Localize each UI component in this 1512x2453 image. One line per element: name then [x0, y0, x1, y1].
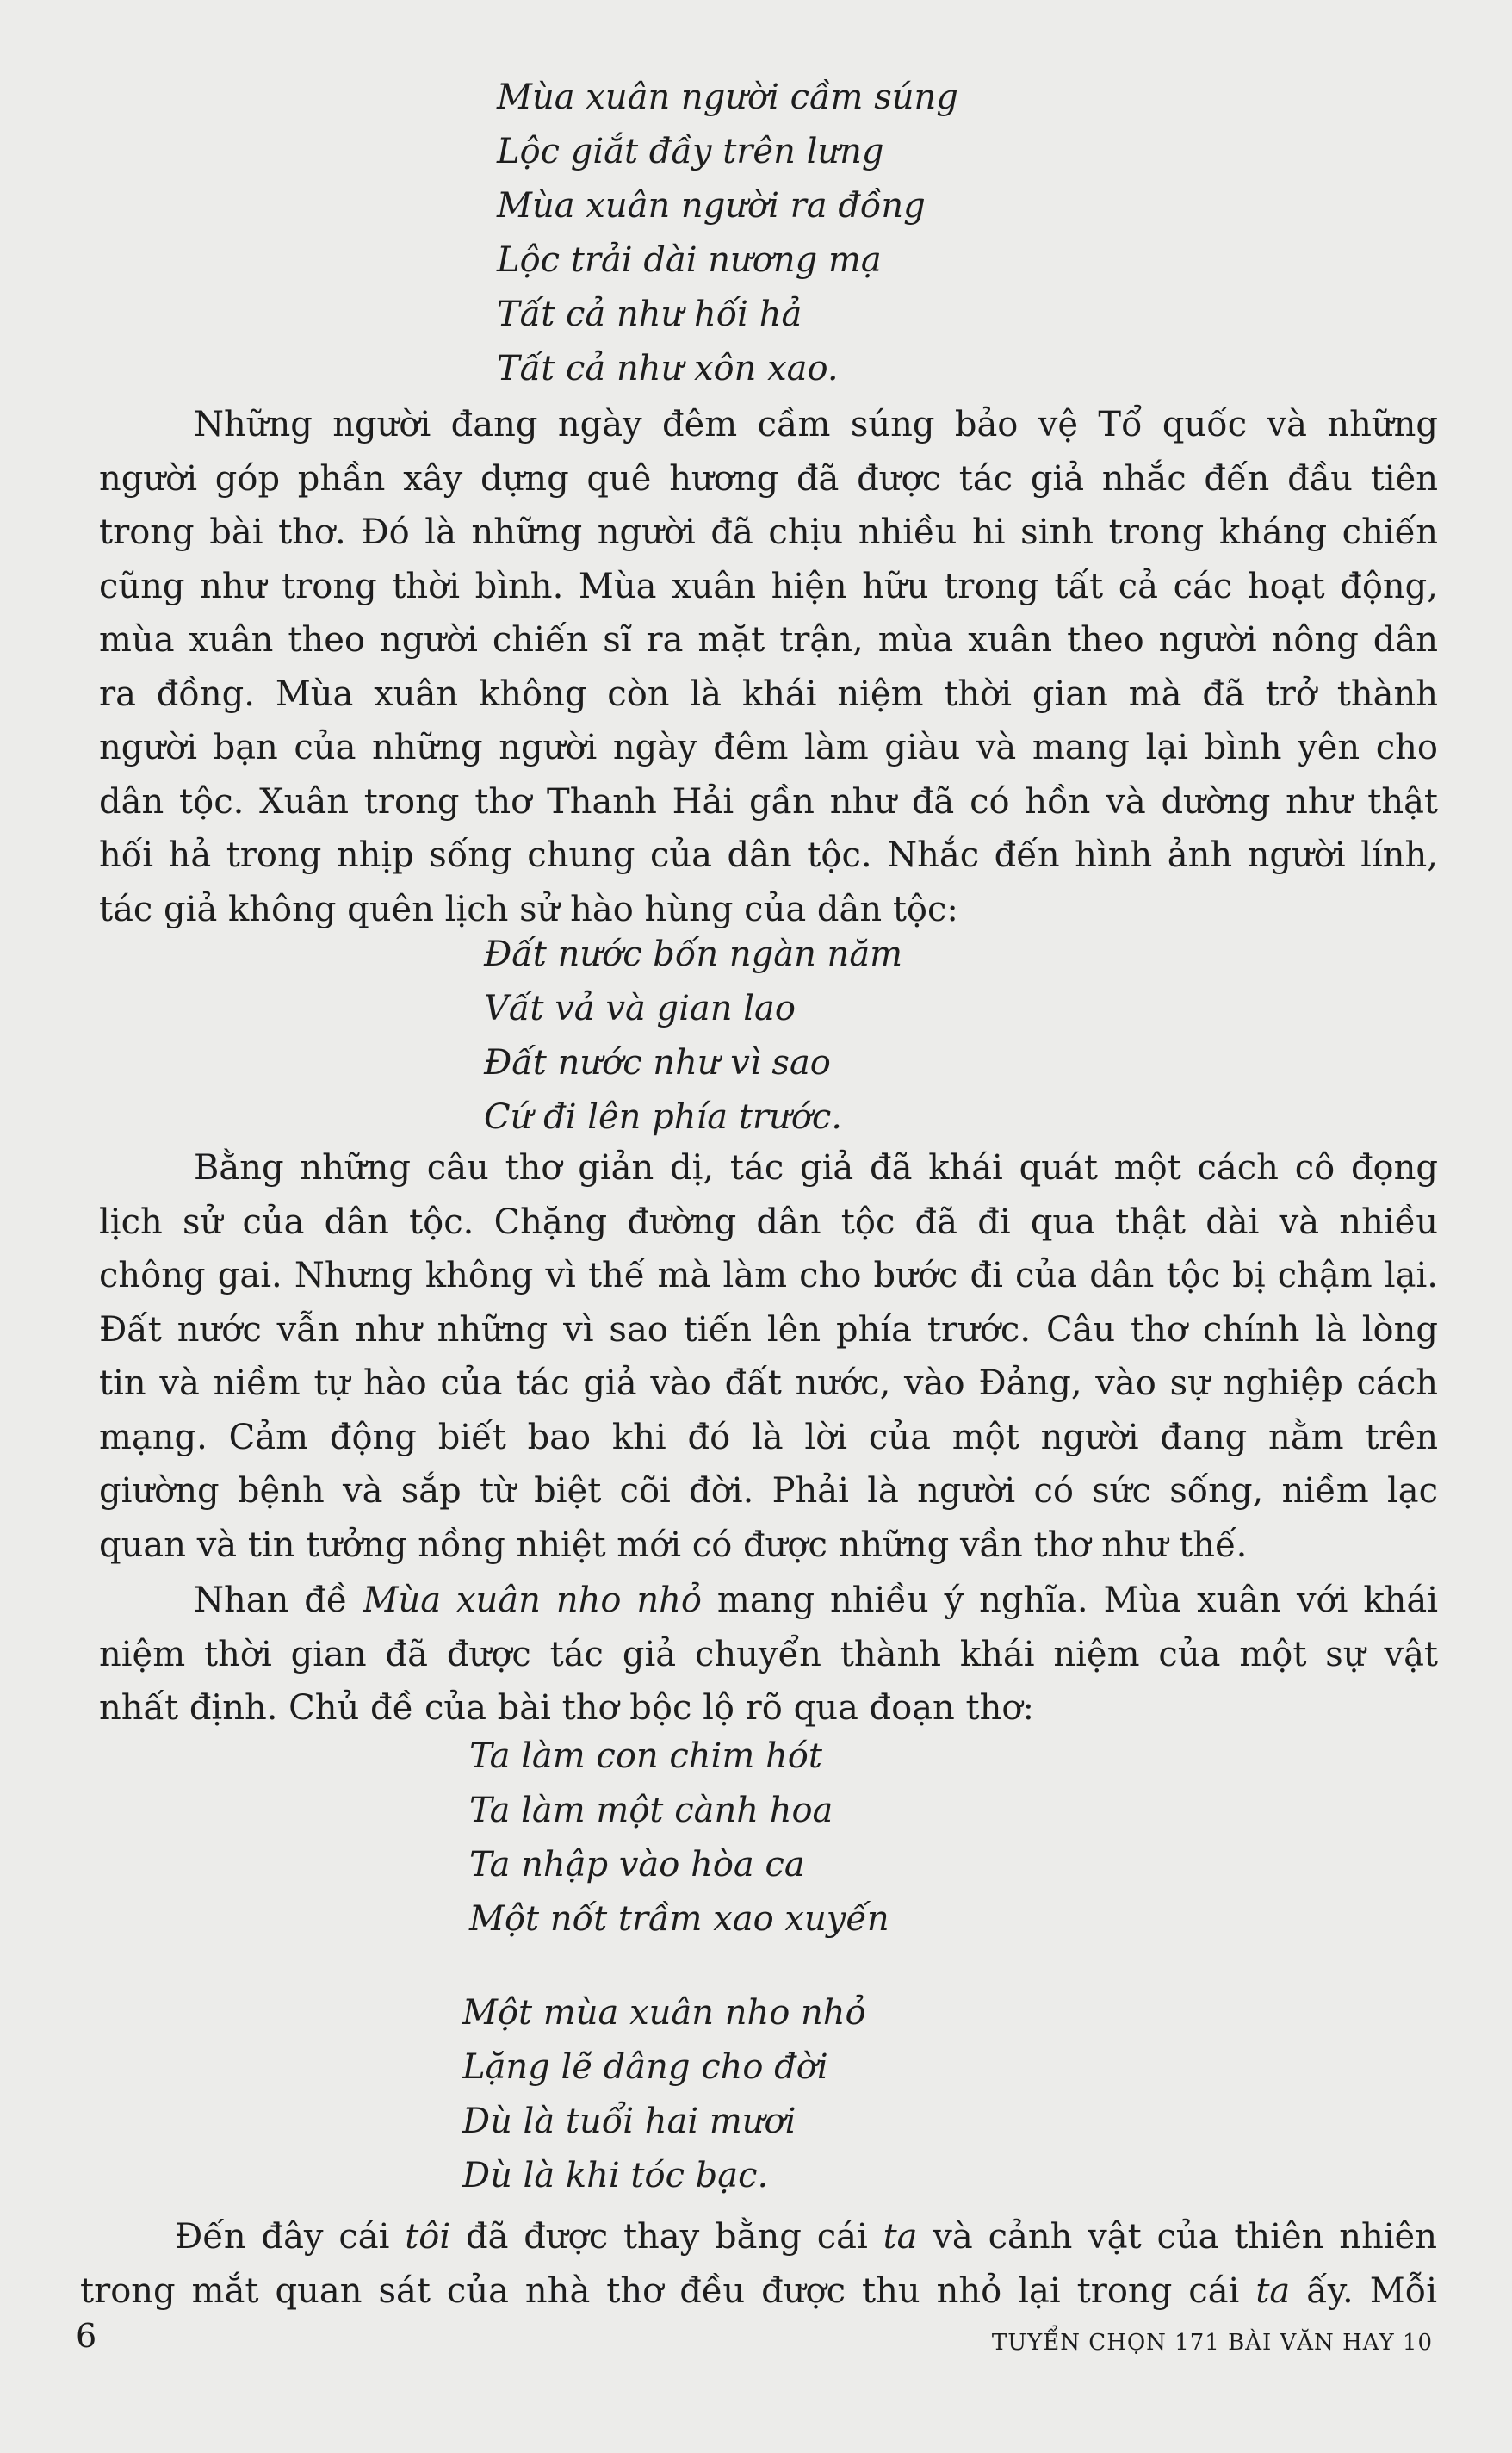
text-line [99, 1574, 1438, 1628]
text-line: mùa xuân theo người chiến sĩ ra mặt trận, mùa xuân theo người nông dân [99, 620, 1438, 660]
text-line: cũng như trong thời bình. Mùa xuân hiện hữu trong tất cả các hoạt động, [99, 566, 1438, 606]
poem-line: Dù là khi tóc bạc. [462, 2156, 769, 2195]
paragraph-2 [99, 1141, 1438, 1572]
poem-line: Một mùa xuân nho nhỏ [462, 1993, 866, 2033]
text-line: Đất nước vẫn như những vì sao tiến lên phía trước. Câu thơ chính là lòng [99, 1309, 1438, 1350]
page-number: 6 [76, 2317, 97, 2355]
text-line: mạng. Cảm động biết bao khi đó là lời của một người đang nằm trên [99, 1417, 1438, 1457]
text-span: Nhan đề [194, 1580, 363, 1620]
poem-line: Lộc giắt đầy trên lưng [497, 132, 884, 171]
poem-line: Vất vả và gian lao [484, 989, 796, 1028]
paragraph-4 [80, 2210, 1437, 2318]
text-line: dân tộc. Xuân trong thơ Thanh Hải gần như đã có hồn và dường như thật [99, 781, 1438, 822]
text-line: hối hả trong nhịp sống chung của dân tộc. Nhắc đến hình ảnh người lính, [99, 835, 1438, 875]
poem-line: Đất nước bốn ngàn năm [484, 935, 903, 974]
text-line: ra đồng. Mùa xuân không còn là khái niệm thời gian mà đã trở thành [99, 674, 1438, 714]
poem-stanza-1 [497, 71, 958, 396]
poem-line: Ta nhập vào hòa ca [469, 1845, 805, 1885]
poem-line: Tất cả như hối hả [497, 295, 802, 334]
poem-title-italic: Mùa xuân nho nhỏ [363, 1580, 702, 1620]
text-line: người góp phần xây dựng quê hương đã được tác giả nhắc đến đầu tiên [99, 458, 1438, 499]
text-span: trong mắt quan sát của nhà thơ đều được thu nhỏ lại trong cái [80, 2270, 1256, 2311]
running-footer-title: TUYỂN CHỌN 171 BÀI VĂN HAY 10 [991, 2330, 1433, 2356]
text-span: Đến đây cái [175, 2217, 406, 2257]
text-line: Bằng những câu thơ giản dị, tác giả đã khái quát một cách cô đọng [194, 1148, 1438, 1188]
poem-line: Ta làm một cành hoa [469, 1791, 833, 1830]
italic-word: ta [1255, 2270, 1291, 2311]
text-span: và cảnh vật của thiên nhiên [917, 2217, 1437, 2257]
poem-stanza-4 [462, 1986, 866, 2203]
text-line: chông gai. Nhưng không vì thế mà làm cho bước đi của dân tộc bị chậm lại. [99, 1256, 1438, 1295]
poem-line: Tất cả như xôn xao. [497, 349, 839, 388]
text-line: trong bài thơ. Đó là những người đã chịu nhiều hi sinh trong kháng chiến [99, 512, 1438, 552]
text-line: niệm thời gian đã được tác giả chuyển thành khái niệm của một sự vật [99, 1634, 1438, 1674]
poem-stanza-3 [469, 1730, 889, 1947]
text-line: người bạn của những người ngày đêm làm giàu và mang lại bình yên cho [99, 728, 1438, 767]
text-line [80, 2264, 1437, 2319]
text-line: lịch sử của dân tộc. Chặng đường dân tộc đã đi qua thật dài và nhiều [99, 1202, 1438, 1242]
paragraph-1 [99, 398, 1438, 936]
text-line: tin và niềm tự hào của tác giả vào đất nước, vào Đảng, vào sự nghiệp cách [99, 1363, 1438, 1403]
poem-line: Lặng lẽ dâng cho đời [462, 2047, 828, 2087]
text-span: ấy. Mỗi [1290, 2270, 1437, 2311]
poem-line: Ta làm con chim hót [469, 1736, 822, 1776]
italic-word: tôi [405, 2217, 451, 2257]
poem-line: Dù là tuổi hai mươi [462, 2102, 796, 2141]
poem-line: Mùa xuân người cầm súng [497, 78, 958, 117]
text-line: giường bệnh và sắp từ biệt cõi đời. Phải là người có sức sống, niềm lạc [99, 1471, 1438, 1511]
text-line: nhất định. Chủ đề của bài thơ bộc lộ rõ qua đoạn thơ: [99, 1688, 1034, 1728]
italic-word: ta [883, 2217, 918, 2257]
text-line: Những người đang ngày đêm cầm súng bảo vệ Tổ quốc và những [194, 405, 1438, 444]
text-line: tác giả không quên lịch sử hào hùng của dân tộc: [99, 889, 958, 929]
text-line: quan và tin tưởng nồng nhiệt mới có được những vần thơ như thế. [99, 1525, 1248, 1565]
text-span: mang nhiều ý nghĩa. Mùa xuân với khái [701, 1580, 1438, 1620]
poem-line: Đất nước như vì sao [484, 1043, 831, 1083]
paragraph-3 [99, 1574, 1438, 1736]
text-line [80, 2210, 1437, 2264]
poem-line: Lộc trải dài nương mạ [497, 240, 882, 280]
poem-stanza-2 [484, 928, 902, 1145]
poem-line: Mùa xuân người ra đồng [497, 186, 926, 226]
poem-line: Một nốt trầm xao xuyến [469, 1899, 889, 1939]
text-span: đã được thay bằng cái [450, 2217, 883, 2257]
poem-line: Cứ đi lên phía trước. [484, 1097, 843, 1137]
